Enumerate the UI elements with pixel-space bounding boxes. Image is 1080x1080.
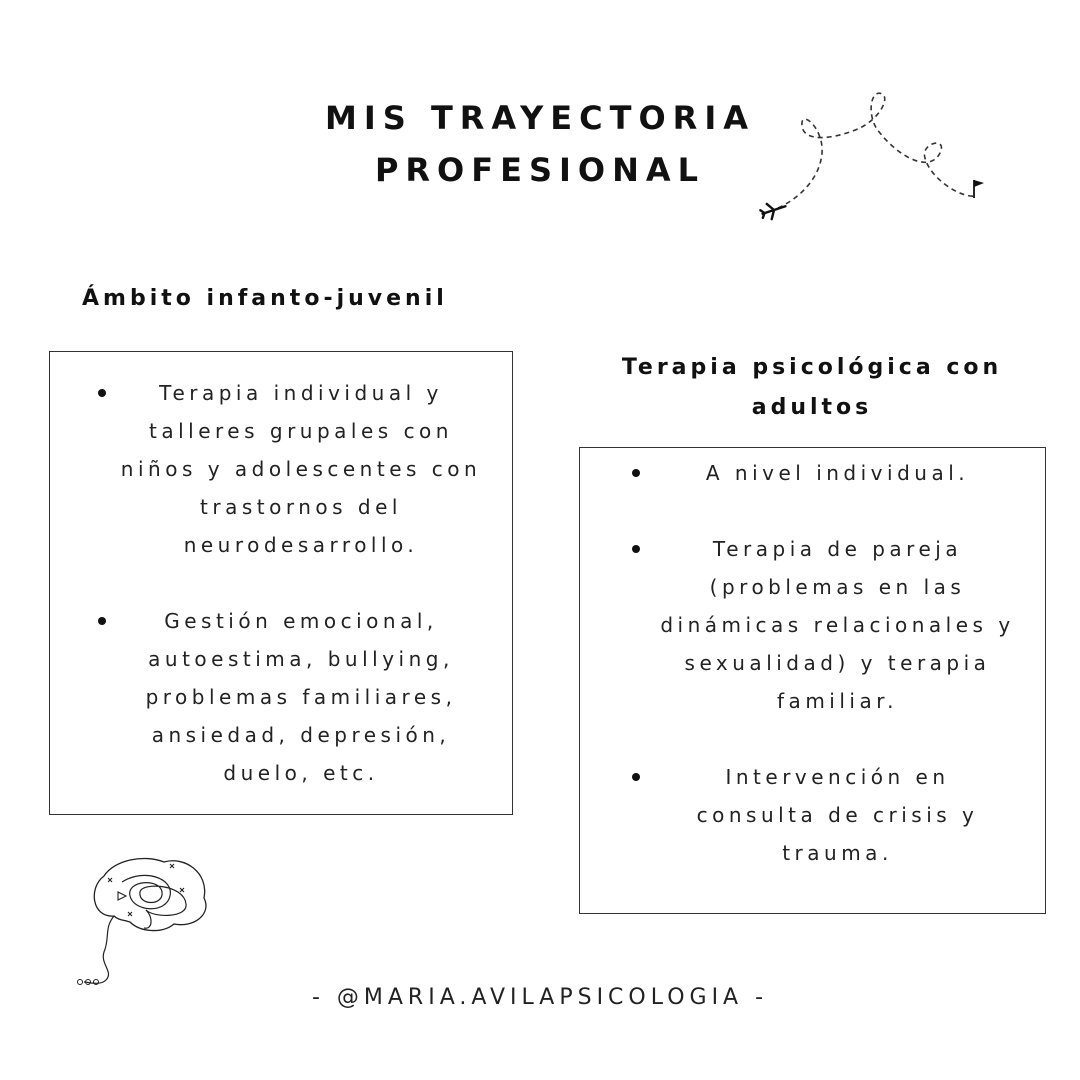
page-title-line-1: MIS TRAYECTORIA <box>325 99 755 137</box>
airplane-dashed-path-to-flag-icon <box>760 88 1000 228</box>
page-title-line-2: PROFESIONAL <box>374 151 706 189</box>
list-item <box>660 758 1015 872</box>
left-services-list <box>50 352 512 792</box>
right-heading-line-2: adultos <box>751 395 873 420</box>
flag-icon <box>974 180 984 198</box>
right-heading-line-1: Terapia psicológica con <box>621 355 1003 380</box>
right-section-heading <box>570 348 1054 428</box>
bullet-icon <box>98 617 106 625</box>
right-services-list <box>580 448 1045 872</box>
list-item-text: Intervención en consulta de crisis y trauma. <box>696 765 979 865</box>
bullet-icon <box>632 773 640 781</box>
list-item <box>660 530 1015 720</box>
list-item-text: Gestión emocional, autoestima, bullying, problemas familiares, ansiedad, depresión, duelo, etc. <box>145 609 457 785</box>
list-item <box>660 454 1015 492</box>
list-item-text: A nivel individual. <box>705 461 970 485</box>
list-item-text: Terapia de pareja (problemas en las dinámicas relacionales y sexualidad) y terapia familiar. <box>660 537 1015 713</box>
left-section-heading: Ámbito infanto-juvenil <box>82 286 448 311</box>
airplane-icon <box>759 199 788 222</box>
left-services-box <box>49 351 513 815</box>
tangled-brain-doodle-icon <box>74 848 224 988</box>
bullet-icon <box>632 545 640 553</box>
list-item <box>120 374 482 564</box>
list-item <box>120 602 482 792</box>
footer-handle[interactable]: - @MARIA.AVILAPSICOLOGIA - <box>311 985 769 1010</box>
bullet-icon <box>632 469 640 477</box>
right-services-box <box>579 447 1046 914</box>
list-item-text: Terapia individual y talleres grupales con niños y adolescentes con trastornos del neurodesarrollo. <box>120 381 482 557</box>
bullet-icon <box>98 389 106 397</box>
